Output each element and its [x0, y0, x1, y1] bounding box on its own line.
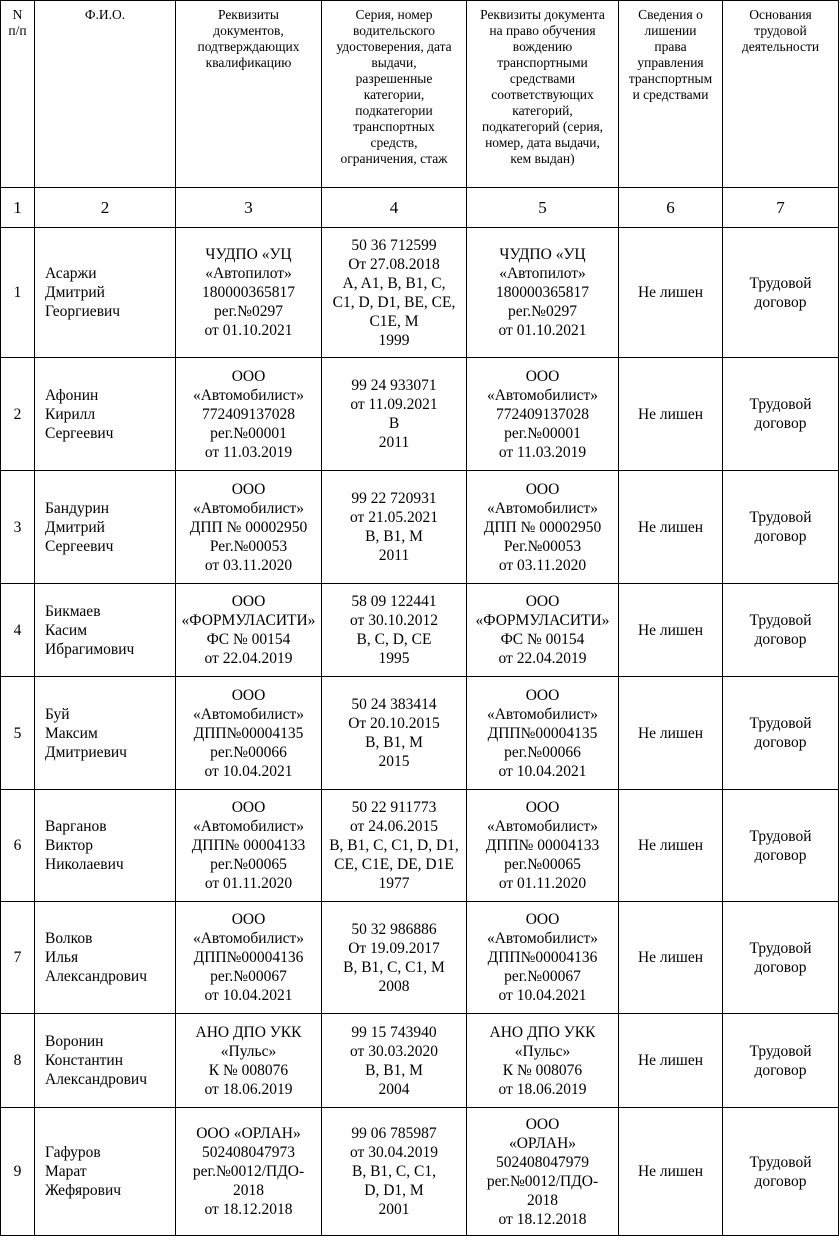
employment-basis: Трудовой договор [723, 1014, 839, 1108]
qualification-doc: ООО «ФОРМУЛАСИТИ» ФС № 00154 от 22.04.2019 [176, 584, 322, 677]
table-row [1, 1014, 839, 1108]
qualification-doc: АНО ДПО УКК «Пульс» К № 008076 от 18.06.2019 [176, 1014, 322, 1108]
deprivation-status: Не лишен [619, 790, 723, 902]
driver-license: 50 22 911773 от 24.06.2015 B, B1, C, C1, D, D1, CE, C1E, DE, D1E 1977 [322, 790, 467, 902]
column-numbers-row [1, 188, 839, 228]
teaching-doc: ООО «ОРЛАН» 502408047979 рег.№0012/ПДО- 2018 от 18.12.2018 [467, 1108, 619, 1236]
qualification-doc: ООО «ОРЛАН» 502408047973 рег.№0012/ПДО- 2018 от 18.12.2018 [176, 1108, 322, 1236]
header-cell: Основания трудовой деятельности [723, 1, 839, 188]
employment-basis: Трудовой договор [723, 358, 839, 471]
employment-basis: Трудовой договор [723, 471, 839, 584]
full-name: Буй Максим Дмитриевич [35, 677, 176, 790]
employment-basis: Трудовой договор [723, 228, 839, 358]
column-number: 5 [467, 188, 619, 228]
teaching-doc: ООО «Автомобилист» ДПП№ 00004133 рег.№00065 от 01.11.2020 [467, 790, 619, 902]
table-header [1, 1, 839, 188]
column-number: 4 [322, 188, 467, 228]
driver-license: 99 24 933071 от 11.09.2021 B 2011 [322, 358, 467, 471]
deprivation-status: Не лишен [619, 228, 723, 358]
row-number: 4 [1, 584, 35, 677]
qualification-doc: ООО «Автомобилист» ДПП № 00002950 Рег.№00053 от 03.11.2020 [176, 471, 322, 584]
deprivation-status: Не лишен [619, 358, 723, 471]
header-cell: Реквизиты документа на право обучения вождению транспортными средствами соответствующих категорий, подкатегорий (серия, номер, дата выдачи, кем выдан) [467, 1, 619, 188]
employment-basis: Трудовой договор [723, 1108, 839, 1236]
full-name: Бикмаев Касим Ибрагимович [35, 584, 176, 677]
teaching-doc: ЧУДПО «УЦ «Автопилот» 180000365817 рег.№0297 от 01.10.2021 [467, 228, 619, 358]
table-row [1, 471, 839, 584]
full-name: Варганов Виктор Николаевич [35, 790, 176, 902]
header-cell: N п/п [1, 1, 35, 188]
deprivation-status: Не лишен [619, 584, 723, 677]
driver-license: 50 24 383414 От 20.10.2015 B, B1, M 2015 [322, 677, 467, 790]
employment-basis: Трудовой договор [723, 584, 839, 677]
row-number: 9 [1, 1108, 35, 1236]
teaching-doc: ООО «Автомобилист» 772409137028 рег.№00001 от 11.03.2019 [467, 358, 619, 471]
row-number: 1 [1, 228, 35, 358]
table-row [1, 790, 839, 902]
deprivation-status: Не лишен [619, 1108, 723, 1236]
row-number: 5 [1, 677, 35, 790]
qualification-doc: ООО «Автомобилист» ДПП№ 00004133 рег.№00065 от 01.11.2020 [176, 790, 322, 902]
full-name: Афонин Кирилл Сергеевич [35, 358, 176, 471]
driver-license: 99 22 720931 от 21.05.2021 B, B1, M 2011 [322, 471, 467, 584]
header-cell: Сведения о лишении права управления транспортным и средствами [619, 1, 723, 188]
row-number: 2 [1, 358, 35, 471]
full-name: Асаржи Дмитрий Георгиевич [35, 228, 176, 358]
driver-license: 99 06 785987 от 30.04.2019 B, B1, C, C1, D, D1, M 2001 [322, 1108, 467, 1236]
qualification-doc: ООО «Автомобилист» ДПП№00004136 рег.№00067 от 10.04.2021 [176, 902, 322, 1014]
row-number: 7 [1, 902, 35, 1014]
row-number: 8 [1, 1014, 35, 1108]
row-number: 3 [1, 471, 35, 584]
column-number: 1 [1, 188, 35, 228]
full-name: Волков Илья Александрович [35, 902, 176, 1014]
employment-basis: Трудовой договор [723, 677, 839, 790]
teaching-doc: ООО «Автомобилист» ДПП № 00002950 Рег.№00053 от 03.11.2020 [467, 471, 619, 584]
deprivation-status: Не лишен [619, 1014, 723, 1108]
full-name: Воронин Константин Александрович [35, 1014, 176, 1108]
driver-license: 50 36 712599 От 27.08.2018 A, A1, B, B1, C, C1, D, D1, BE, CE, C1E, M 1999 [322, 228, 467, 358]
driver-license: 99 15 743940 от 30.03.2020 B, B1, M 2004 [322, 1014, 467, 1108]
table-row [1, 584, 839, 677]
qualification-doc: ООО «Автомобилист» ДПП№00004135 рег.№00066 от 10.04.2021 [176, 677, 322, 790]
table-row [1, 902, 839, 1014]
table-row [1, 677, 839, 790]
header-cell: Серия, номер водительского удостоверения, дата выдачи, разрешенные категории, подкатегории транспортных средств, ограничения, стаж [322, 1, 467, 188]
column-number: 2 [35, 188, 176, 228]
employment-basis: Трудовой договор [723, 790, 839, 902]
teaching-doc: АНО ДПО УКК «Пульс» К № 008076 от 18.06.2019 [467, 1014, 619, 1108]
column-number: 7 [723, 188, 839, 228]
qualification-doc: ООО «Автомобилист» 772409137028 рег.№00001 от 11.03.2019 [176, 358, 322, 471]
table-body [1, 188, 839, 1236]
full-name: Гафуров Марат Жефярович [35, 1108, 176, 1236]
column-number: 6 [619, 188, 723, 228]
row-number: 6 [1, 790, 35, 902]
driver-license: 58 09 122441 от 30.10.2012 B, C, D, CE 1995 [322, 584, 467, 677]
full-name: Бандурин Дмитрий Сергеевич [35, 471, 176, 584]
teaching-doc: ООО «ФОРМУЛАСИТИ» ФС № 00154 от 22.04.2019 [467, 584, 619, 677]
deprivation-status: Не лишен [619, 677, 723, 790]
table-row [1, 228, 839, 358]
table-row [1, 358, 839, 471]
column-number: 3 [176, 188, 322, 228]
header-cell: Ф.И.О. [35, 1, 176, 188]
driver-license: 50 32 986886 От 19.09.2017 B, B1, C, C1, M 2008 [322, 902, 467, 1014]
deprivation-status: Не лишен [619, 471, 723, 584]
qualification-doc: ЧУДПО «УЦ «Автопилот» 180000365817 рег.№0297 от 01.10.2021 [176, 228, 322, 358]
teaching-doc: ООО «Автомобилист» ДПП№00004136 рег.№00067 от 10.04.2021 [467, 902, 619, 1014]
employment-basis: Трудовой договор [723, 902, 839, 1014]
deprivation-status: Не лишен [619, 902, 723, 1014]
table-row [1, 1108, 839, 1236]
teaching-doc: ООО «Автомобилист» ДПП№00004135 рег.№00066 от 10.04.2021 [467, 677, 619, 790]
header-cell: Реквизиты документов, подтверждающих квалификацию [176, 1, 322, 188]
